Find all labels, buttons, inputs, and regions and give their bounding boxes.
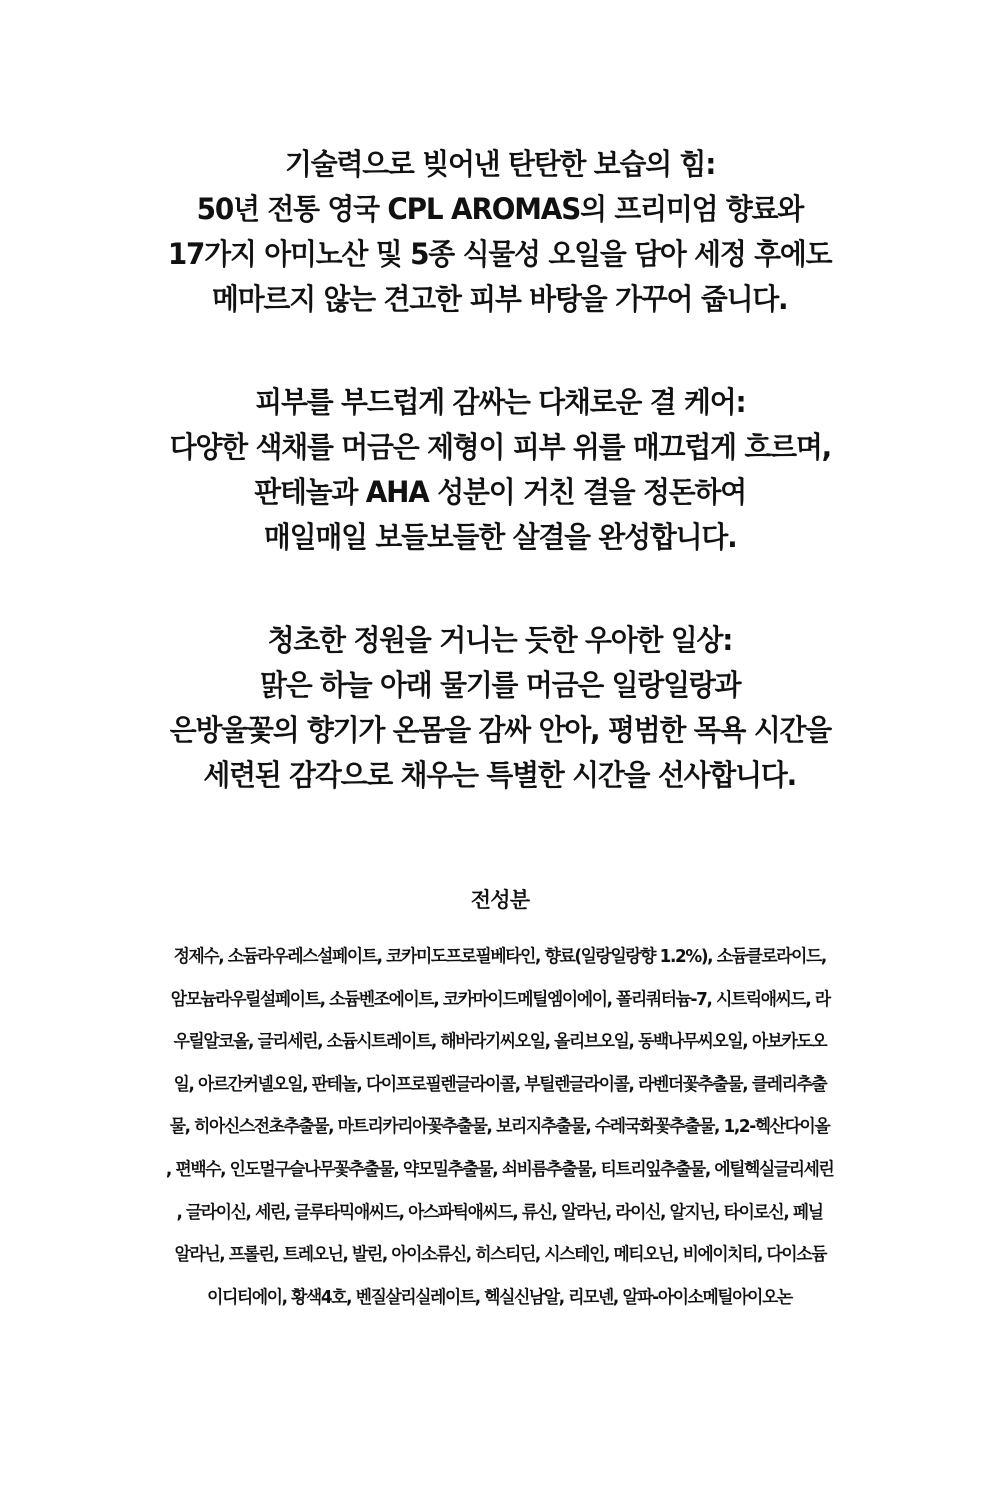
- description-line: 세련된 감각으로 채우는 특별한 시간을 선사합니다.: [203, 758, 797, 792]
- description-line: 17가지 아미노산 및 5종 식물성 오일을 담아 세정 후에도: [168, 237, 832, 271]
- ingredients-line: , 편백수, 인도멀구슬나무꽃추출물, 약모밀추출물, 쇠비름추출물, 티트리잎추출물, 에틸헥실글리세린: [166, 1159, 834, 1180]
- ingredients-line: 일, 아르간커넬오일, 판테놀, 다이프로필렌글라이콜, 부틸렌글라이콜, 라벤더꽃추출물, 클레리추출: [173, 1074, 827, 1095]
- description-block-texture-care: [0, 380, 1000, 560]
- ingredients-line: 알라닌, 프롤린, 트레오닌, 발린, 아이소류신, 히스티딘, 시스테인, 메티오닌, 비에이치티, 다이소듐: [174, 1245, 826, 1266]
- product-description: [0, 142, 1000, 856]
- description-line: 판테놀과 AHA 성분이 거친 결을 정돈하여: [254, 475, 746, 509]
- ingredients-line: 정제수, 소듐라우레스설페이트, 코카미도프로필베타인, 향료(일랑일랑향 1.2%), 소듐클로라이드,: [173, 947, 827, 967]
- ingredients-list: [0, 936, 1000, 1319]
- ingredients-title: 전성분: [470, 888, 530, 912]
- description-line: 메마르지 않는 견고한 피부 바탕을 가꾸어 줍니다.: [212, 282, 788, 316]
- description-heading: 피부를 부드럽게 감싸는 다채로운 결 케어:: [254, 385, 746, 419]
- ingredients-section: [0, 884, 1000, 1319]
- description-block-moisture: [0, 142, 1000, 322]
- description-line: 다양한 색채를 머금은 제형이 피부 위를 매끄럽게 흐르며,: [169, 430, 831, 464]
- ingredients-line: 암모늄라우릴설페이트, 소듐벤조에이트, 코카마이드메틸엠이에이, 폴리쿼터늄-7, 시트릭애씨드, 라: [170, 989, 830, 1010]
- description-line: 매일매일 보들보들한 살결을 완성합니다.: [263, 520, 737, 554]
- description-heading: 기술력으로 빚어낸 탄탄한 보습의 힘:: [284, 147, 716, 181]
- description-heading: 청초한 정원을 거니는 듯한 우아한 일상:: [267, 623, 733, 657]
- ingredients-line: , 글라이신, 세린, 글루타믹애씨드, 아스파틱애씨드, 류신, 알라닌, 라이신, 알지닌, 타이로신, 페닐: [176, 1202, 824, 1223]
- description-line: 50년 전통 영국 CPL AROMAS의 프리미엄 향료와: [196, 192, 804, 226]
- ingredients-line: 물, 히아신스전초추출물, 마트리카리아꽃추출물, 보리지추출물, 수레국화꽃추출물, 1,2-헥산다이올: [170, 1117, 830, 1138]
- description-block-fragrance: [0, 618, 1000, 798]
- description-line: 맑은 하늘 아래 물기를 머금은 일랑일랑과: [259, 668, 741, 702]
- description-line: 은방울꽃의 향기가 온몸을 감싸 안아, 평범한 목욕 시간을: [169, 713, 831, 747]
- ingredients-line: 우릴알코올, 글리세린, 소듐시트레이트, 해바라기씨오일, 올리브오일, 동백나무씨오일, 아보카도오: [173, 1032, 827, 1053]
- ingredients-line: 이디티에이, 황색4호, 벤질살리실레이트, 헥실신남알, 리모넨, 알파-아이소메틸아이오논: [207, 1287, 793, 1308]
